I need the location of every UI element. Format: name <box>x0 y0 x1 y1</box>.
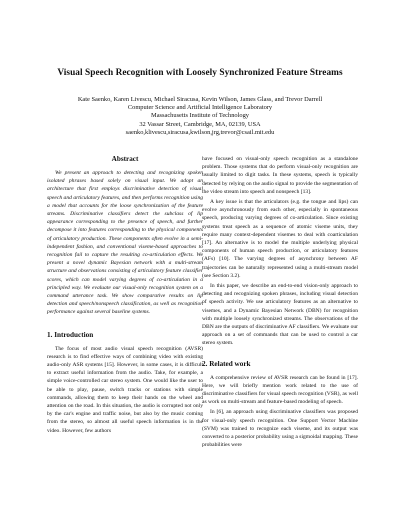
introduction-text: The focus of most audio visual speech recognition (AVSR) research is to find effective ways of combining video with existing audio-only ASR systems [15]. However, in some cases, it is difficult to extract useful information from the audio. Take, for example, a simple voice-controlled car stereo system. One would like the user to be able to play, pause, switch tracks or stations with simple commands, allowing them to keep their hands on the wheel and attention on the road. In this situation, the audio is corrupted not only by the car's engine and traffic noise, but also by the music coming from the stereo, so almost all useful speech information is in the video. However, few authors <box>47 345 203 434</box>
right-paragraph-3: In this paper, we describe an end-to-end vision-only approach to detecting and recognizing spoken phrases, including visual detection of speech activity. We use articulatory features as an alternative to visemes, and a Dynamic Bayesian Network (DBN) for recognition with multiple loosely synchronized streams. The observations of the DBN are the outputs of discriminative AF classifiers. We evaluate our approach on a set of commands that can be used to control a car stereo system. <box>202 283 358 347</box>
related-work-paragraph-2: In [6], an approach using discriminative classifiers was proposed for visual-only speech recognition. One Support Vector Machine (SVM) was trained to recognize each viseme, and its output was converted to a posterior probability using a sigmoidal mapping. These probabilities were <box>202 409 358 449</box>
abstract-text: We present an approach to detecting and recognizing spoken isolated phrases based solely on visual input. We adopt an architecture that first employs discriminative detection of visual speech and articulatory features, and then performs recognition using a model that accounts for the loose synchronization of the feature streams. Discriminative classifiers detect the subclass of lip appearance corresponding to the presence of speech, and further decompose it into features corresponding to the physical components of articulatory production. These components often evolve in a semi-independent fashion, and conventional viseme-based approaches to recognition fail to capture the resulting co-articulation effects. We present a novel dynamic Bayesian network with a multi-stream structure and observations consisting of articulatory feature classifier scores, which can model varying degrees of co-articulation in a principled way. We evaluate our visual-only recognition system on a command utterance task. We show comparative results on lip detection and speech/nonspeech classification, as well as recognition performance against several baseline systems. <box>47 170 203 316</box>
affiliation-lab: Computer Science and Artificial Intelligence Laboratory <box>127 104 273 112</box>
introduction-heading: 1. Introduction <box>47 330 94 339</box>
right-column <box>202 155 358 450</box>
address: 32 Vassar Street, Cambridge, MA, 02139, USA <box>139 120 261 128</box>
paper-title: Visual Speech Recognition with Loosely Synchronized Feature Streams <box>57 68 343 78</box>
emails: saenko,klivescu,siracusa,kwilson,jrg,trevor@csail.mit.edu <box>125 128 275 136</box>
right-paragraph-2: A key issue is that the articulators (e.g. the tongue and lips) can evolve asynchronously from each other, especially in spontaneous speech, producing varying degrees of co-articulation. Since existing systems treat speech as a sequence of atomic viseme units, they require many context-dependent visemes to deal with coarticulation [17]. An alternative is to model the multiple underlying physical components of human speech production, or articulatory features (AFs) [10]. The varying degrees of asynchrony between AF trajectories can be naturally represented using a multi-stream model (see Section 3.2). <box>202 199 358 279</box>
abstract-heading: Abstract <box>111 155 139 163</box>
author-block <box>0 96 400 137</box>
right-paragraph-1: have focused on visual-only speech recognition as a standalone problem. Those systems that do perform visual-only recognition are usually limited to digit tasks. In these systems, speech is typically detected by relying on the audio signal to provide the segmentation of the video stream into speech and nonspeech [13]. <box>202 156 358 195</box>
related-work-heading: 2. Related work <box>202 359 251 368</box>
affiliation-institute: Massachusetts Institute of Technology <box>151 112 249 120</box>
related-work-paragraph-1: A comprehensive review of AVSR research can be found in [17]. Here, we will briefly mention work related to the use of discriminative classifiers for visual speech recognition (VSR), as well as work on multi-stream and feature-based modeling of speech. <box>202 374 358 406</box>
author-names: Kate Saenko, Karen Livescu, Michael Siracusa, Kevin Wilson, James Glass, and Trevor Darrell <box>77 96 323 103</box>
left-column <box>47 155 203 435</box>
